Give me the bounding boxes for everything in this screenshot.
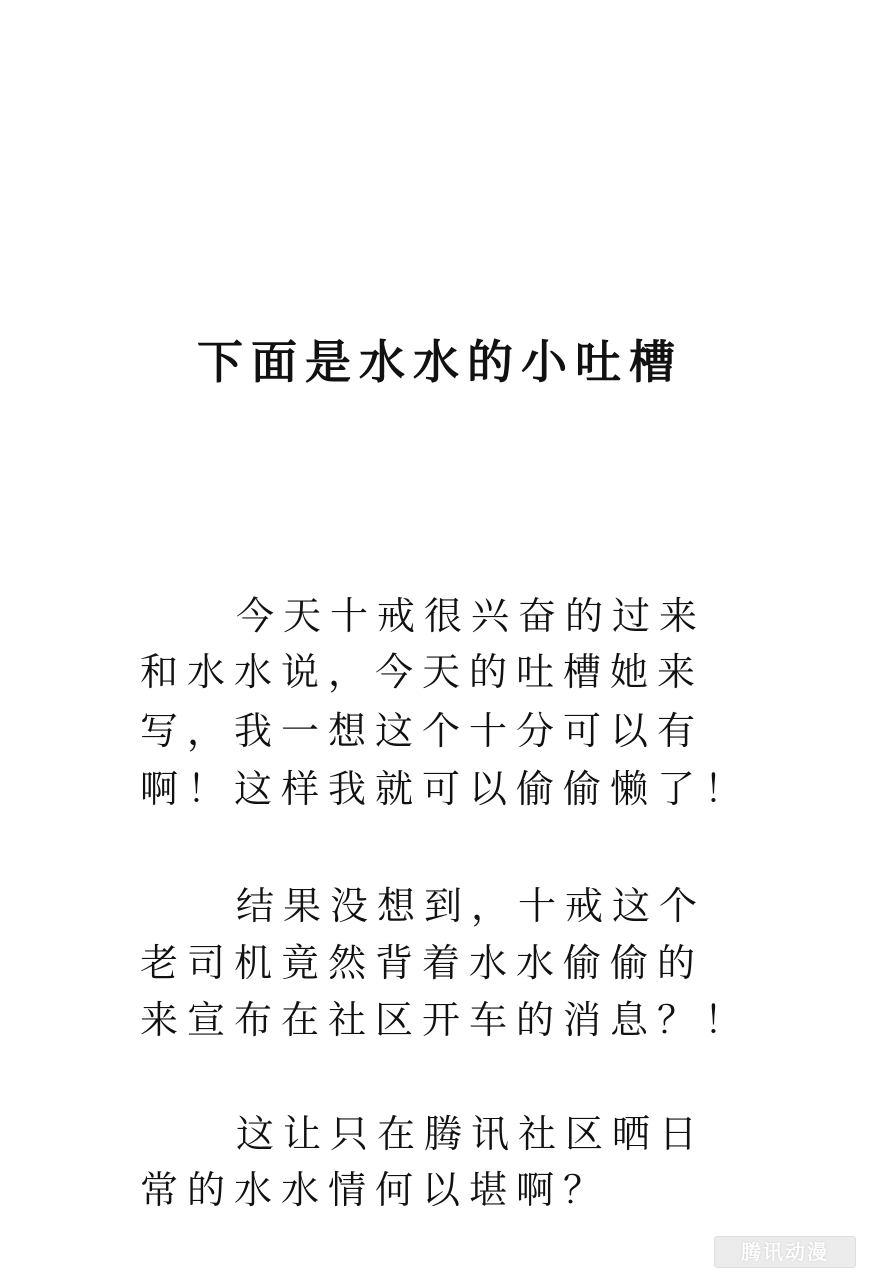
paragraph-line: 写，我一想这个十分可以有 <box>140 709 705 753</box>
paragraph-line: 这让只在腾讯社区晒日 <box>236 1112 707 1156</box>
paragraph-line: 结果没想到，十戒这个 <box>236 884 707 928</box>
paragraph-line: 啊！这样我就可以偷偷懒了！ <box>140 767 752 811</box>
paragraph-line: 老司机竟然背着水水偷偷的 <box>140 941 705 985</box>
paragraph-line: 今天十戒很兴奋的过来 <box>236 594 707 638</box>
paragraph-line: 来宣布在社区开车的消息？！ <box>140 998 752 1042</box>
paragraph-line: 常的水水情何以堪啊？ <box>140 1168 611 1212</box>
page-title: 下面是水水的小吐槽 <box>197 335 683 389</box>
watermark-logo: 腾讯动漫 <box>714 1236 856 1268</box>
paragraph-line: 和水水说，今天的吐槽她来 <box>140 650 705 694</box>
